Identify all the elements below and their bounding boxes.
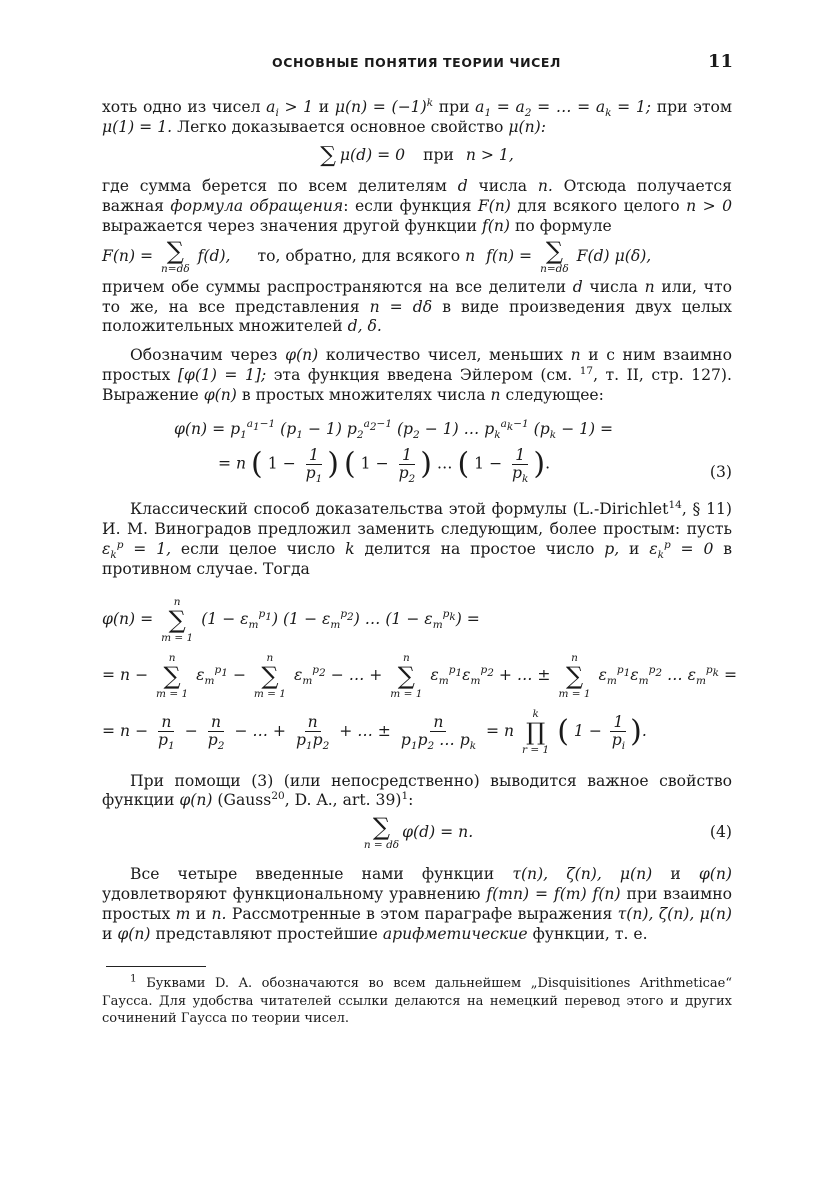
citation-ref: 20 xyxy=(271,790,285,803)
paragraph-inversion: где сумма берется по всем делителям d числа n. Отсюда получается важная формула обращения: если функция F(n) для всякого целого n > 0 выражается через значения другой функции f(n) по формуле xyxy=(102,177,733,235)
page-number: 11 xyxy=(708,51,734,72)
term-inversion-formula: формула обращения xyxy=(170,197,344,216)
citation-ref: 14 xyxy=(668,499,682,512)
footnote: $^1$ Буквами D. A. обозначаются во всем дальнейшем „Disquisitiones Arithmeticae“ Гаусса. Для удобства читателей ссылки делаются на немецкий перевод этого и других сочинений Гаусса по теории чисел. xyxy=(102,973,732,1027)
paragraph-inversion-tail: причем обе суммы распространяются на все делители d числа n или, что то же, на все представления n = dδ в виде произведения двух целых положительных множителей d, δ. xyxy=(102,277,732,336)
citation-ref: 17 xyxy=(579,364,594,377)
equation-3: $\varphi(n) = p_1^{a_1-1}$ $(p_1 - 1)$ $p_2^{a_2-1}$ $(p_2 - 1)$ … $p_k^{a_k-1}$ $(p_k - 1)$ = = n ( 1 − $\frac{1}{p_1}$ ) ( 1 − $\frac{1}{p_2}$ ) … ( 1 − $\frac{1}{p_k}$ ). (3) xyxy=(174,418,732,486)
paragraph-mobius: хоть одно из чисел $a_i > 1$ и $\mu(n) = (-1)^k$ при $a_1 = a_2$ = … = $a_k = 1$; при этом μ(1) = 1. Легко доказывается основное свойство μ(n): xyxy=(102,96,733,136)
math-inline: $\mu(n) = (-1)^k$ xyxy=(334,96,434,116)
math-inline: μ(1) = 1. xyxy=(102,117,173,136)
equation-derivation: φ(n) = n ∑ m = 1 $(1 - \varepsilon_m^{p_1})$ $(1 - \varepsilon_m^{p_2})$ … $(1 - \varepsilon_m^{p_k})$ = = n − n ∑ m = 1 $\varepsilon_m^{p_1}$ − n ∑ m = 1 $\varepsilon_m^{p_2}$ − … + n ∑ m = 1 $\varepsilon_m^{p_1}\varepsilon_m^{p_2}$ + … ± n ∑ m = 1 $\varepsilon_m^{p_1}\varepsilon_m^{p_2}$ … $\varepsilon_m^{p_k}$ = = n − $\frac{n}{p_1}$ − $\frac{n}{p_2}$ − … + $\frac{n}{p_1p_2}$ + … ± $\frac{n}{p_1p_2 \dots p_k}$ = n k ∏ r = 1 ( 1 − $\frac{1}{p_i}$ ). xyxy=(102,595,738,756)
equation-4: ∑ n = dδ φ(d) = n. (4) xyxy=(363,813,732,852)
equation-mobius-sum: ∑ μ(d) = 0 при n > 1, xyxy=(320,142,514,168)
page-body xyxy=(102,96,738,1028)
footnote-separator xyxy=(106,966,206,967)
paragraph-euler: Обозначим через φ(n) количество чисел, меньших n и с ним взаимно простых [φ(1) = 1]; эта функция введена Эйлером (см. $^{17}$, т. II, стр. 127). Выражение φ(n) в простых множителях числа n следующее: xyxy=(102,346,732,404)
term-arithmetic: арифметические xyxy=(382,924,528,943)
math-inline: $a_i > 1$ xyxy=(266,98,314,120)
inversion-formula-line: F(n) = ∑ n=dδ f(d), то, обратно, для всякого n f(n) = ∑ n=dδ F(d) μ(δ), xyxy=(102,236,652,275)
paragraph-gauss: При помощи (3) (или непосредственно) выводится важное свойство функции φ(n) (Gauss$^{20}$, D. A., art. 39)$^1$: xyxy=(102,771,732,810)
paragraph-vinogradov: Классический способ доказательства этой формулы (L.-Dirichlet$^{14}$, § 11) И. М. Виноградов предложил заменить следующим, более простым: пусть $\varepsilon_k^p = 1$, если целое число k делится на простое число p, и $\varepsilon_k^p = 0$ в противном случае. Тогда xyxy=(102,499,732,578)
equation-number: (3) xyxy=(709,462,732,481)
equation-number: (4) xyxy=(709,823,732,842)
footnote-number: 1 xyxy=(130,973,137,985)
paragraph-multiplicative: Все четыре введенные нами функции τ(n), ζ(n), μ(n) и φ(n) удовлетворяют функциональному уравнению f(mn) = f(m) f(n) при взаимно простых m и n. Рассмотренные в этом параграфе выражения τ(n), ζ(n), μ(n) и φ(n) представляют простейшие арифметические функции, т. е. xyxy=(102,865,733,943)
math-inline: μ(n): xyxy=(508,117,547,136)
math-inline: $a_1 = a_2$ = … = $a_k = 1$; xyxy=(475,98,652,120)
footnote-ref: 1 xyxy=(401,790,409,803)
running-header: ОСНОВНЫЕ ПОНЯТИЯ ТЕОРИИ ЧИСЕЛ xyxy=(272,55,562,70)
